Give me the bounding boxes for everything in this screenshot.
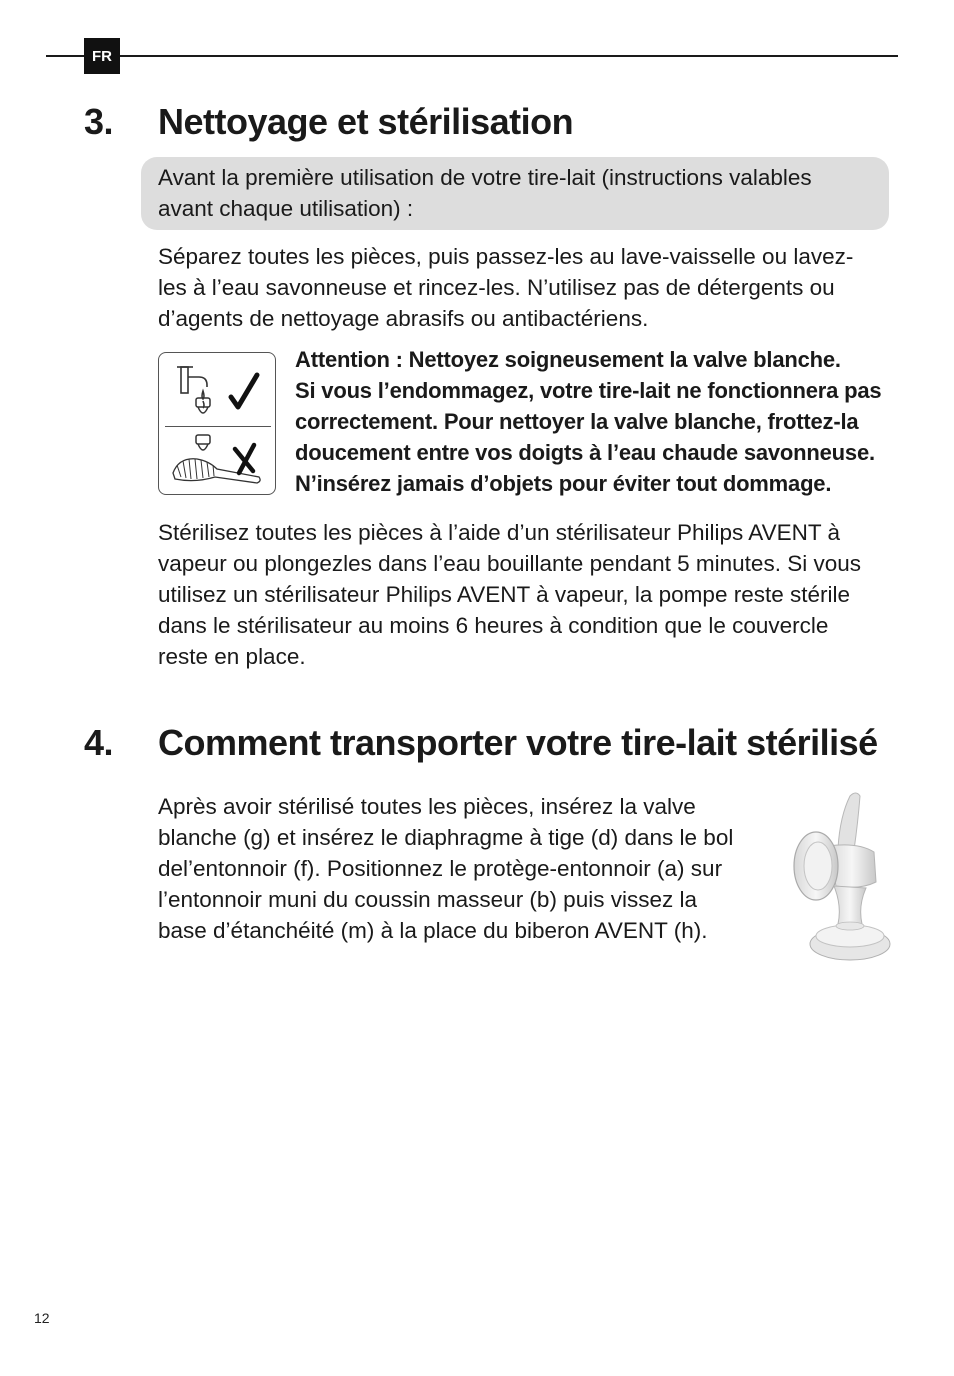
transport-paragraph [158, 791, 733, 946]
warning-line: N’insérez jamais d’objets pour éviter tout dommage. [295, 471, 832, 496]
paragraph-line: d’agents de nettoyage abrasifs ou antibactériens. [158, 306, 649, 331]
valve-icon [196, 435, 210, 450]
check-icon [231, 375, 257, 407]
section-3-title: Nettoyage et stérilisation [158, 101, 574, 142]
sterilisation-paragraph [158, 517, 861, 672]
paragraph-line: Stérilisez toutes les pièces à l’aide d’un stérilisateur Philips AVENT à [158, 520, 840, 545]
paragraph-line: les à l’eau savonneuse et rincez-les. N’utilisez pas de détergents ou [158, 275, 835, 300]
paragraph-line: reste en place. [158, 644, 306, 669]
warning-line: Attention : Nettoyez soigneusement la valve blanche. [295, 347, 841, 372]
section-3-heading [84, 101, 573, 143]
valve-warning [295, 344, 945, 499]
paragraph-line: base d’étanchéité (m) à la place du biberon AVENT (h). [158, 918, 708, 943]
valve-icon [196, 398, 210, 413]
pre-use-callout [141, 157, 889, 230]
callout-line: Avant la première utilisation de votre tire-lait (instructions valables [158, 165, 812, 190]
warning-line: doucement entre vos doigts à l’eau chaude savonneuse. [295, 440, 875, 465]
warning-line: correctement. Pour nettoyer la valve blanche, frottez-la [295, 409, 859, 434]
warning-line: Si vous l’endommagez, votre tire-lait ne fonctionnera pas [295, 378, 882, 403]
section-4-title: Comment transporter votre tire-lait stérilisé [158, 722, 878, 763]
paragraph-line: l’entonnoir muni du coussin masseur (b) puis vissez la [158, 887, 697, 912]
page-number: 12 [34, 1310, 50, 1326]
paragraph-line: blanche (g) et insérez le diaphragme à tige (d) dans le bol [158, 825, 734, 850]
paragraph-line: vapeur ou plongezles dans l’eau bouillante pendant 5 minutes. Si vous [158, 551, 861, 576]
section-3-number: 3. [84, 101, 114, 142]
header-rule [46, 55, 898, 57]
paragraph-line: Séparez toutes les pièces, puis passez-les au lave-vaisselle ou lavez- [158, 244, 854, 269]
valve-cleaning-illustration [158, 352, 276, 495]
section-4-number: 4. [84, 722, 114, 763]
breast-pump-icon [778, 786, 898, 976]
section-4-heading [84, 722, 878, 764]
paragraph-line: dans le stérilisateur au moins 6 heures à condition que le couvercle [158, 613, 829, 638]
paragraph-line: utilisez un stérilisateur Philips AVENT à vapeur, la pompe reste stérile [158, 582, 850, 607]
paragraph-line: Après avoir stérilisé toutes les pièces, insérez la valve [158, 794, 696, 819]
callout-line: avant chaque utilisation) : [158, 196, 414, 221]
tap-water-icon [177, 367, 207, 408]
language-tab: FR [84, 38, 120, 74]
cross-icon [235, 445, 254, 473]
cleaning-paragraph [158, 241, 853, 334]
paragraph-line: del’entonnoir (f). Positionnez le protège-entonnoir (a) sur [158, 856, 723, 881]
